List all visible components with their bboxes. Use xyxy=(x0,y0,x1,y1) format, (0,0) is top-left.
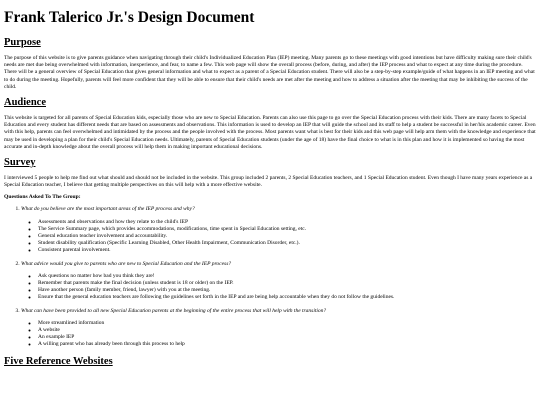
answer-item: ◦ Ask questions no matter how bad you think they are! xyxy=(38,273,536,280)
survey-text: I interviewed 5 people to help me find out what should and should not be included in the website. This group included 2 parents, 2 Special Education teachers, and 1 Special Education student. Even though I have many years experience as a Special Education teacher, I believe that getting multiple perspectives on this will help with a more effective website. xyxy=(4,175,533,189)
answer-item: ◦ Student disability qualification (Specific Learning Disabled, Other Health Impairment, Communication Disorder, etc.). xyxy=(38,240,536,247)
answer-item: ◦ An example IEP xyxy=(38,334,536,341)
audience-heading: Audience xyxy=(4,97,46,109)
question-text: 3. What can have been provided to all new Special Education parents at the beginning of the entire process that will help with the transition? xyxy=(21,307,327,314)
question-item xyxy=(21,206,536,254)
answer-list xyxy=(21,219,536,255)
answer-item: ◦ Assessments and observations and how they relate to the child's IEP xyxy=(38,219,536,226)
answer-item: ◦ Consistent parental involvement. xyxy=(38,247,536,254)
audience-section xyxy=(4,96,536,151)
answer-list xyxy=(21,273,536,302)
answer-item: ◦ A website xyxy=(38,327,536,334)
answer-item: ◦ More streamlined information xyxy=(38,320,536,327)
audience-text: This website is targeted for all parents of Special Education kids, especially those who are new to Special Education. Parents can also use this page to go over the Special Education process with their kids. There are many facets to Special Education and every student has different needs that are based on assessments and observations. This information is used to develop an IEP that will guide the school and its staff to help a student be successful in her/his academic career. Even with this help, parents can feel overwhelmed and intimidated by the process and the people involved with the process. Most parents want what is best for their kids and this web page will help arm them with the knowledge and experience that may be used in developing a plan for their child's Special Education needs. Ultimately, parents of Special Education students (under the age of 18) have the final choice to what is in this plan and how it is implemented so having the most accurate and in-depth knowledge about the overall process will help them in making important educational decisions. xyxy=(4,115,536,150)
purpose-text: The purpose of this website is to give parents guidance when navigating through their child's Individualized Education Plan (IEP) meeting. Many parents go to these meetings with good intentions but have difficulty making sure their child's needs are met due being overwhelmed with information, inexperience, and fear, to name a few. This web page will show the overall process (before, during, and after) the IEP process and what to expect at any time during the procedure. There will be a general overview of Special Education that gives general information and what to expect as a parent of a Special Education student. There will also be a step-by-step example/guide of what happens in an IEP meeting and what to do during the meeting. Hopefully, parents will feel more confident that they will be able to ensure that their child's needs are met after the meeting and how to address a situation after the meeting that may be inhibiting the success of the child. xyxy=(4,55,535,90)
answer-item: ◦ A willing parent who has already been through this process to help xyxy=(38,341,536,348)
references-heading: Five Reference Websites xyxy=(4,355,113,367)
answer-item: ◦ General education teacher involvement and accountability. xyxy=(38,233,536,240)
answer-item: ◦ Remember that parents make the final decision (unless student is 18 or older) on the IEP. xyxy=(38,280,536,287)
question-text: 2. What advice would you give to parents who are new to Special Education and the IEP process? xyxy=(21,260,232,267)
purpose-section xyxy=(4,36,536,91)
page-title: Frank Talerico Jr.'s Design Document xyxy=(4,9,255,26)
survey-heading: Survey xyxy=(4,157,36,169)
question-item xyxy=(21,308,536,349)
survey-section xyxy=(4,156,536,349)
answer-item: ◦ Have another person (family member, friend, lawyer) with you at the meeting. xyxy=(38,287,536,294)
purpose-heading: Purpose xyxy=(4,37,41,48)
references-section xyxy=(4,355,536,368)
answer-item: ◦ The Service Summary page, which provides accommodations, modifications, time spent in Special Education setting, etc. xyxy=(38,226,536,233)
answer-item: ◦ Ensure that the general education teachers are following the guidelines set forth in the IEP and are being help accountable when they do not follow the guidelines. xyxy=(38,294,536,301)
questions-list xyxy=(4,206,536,348)
questions-title: Questions Asked To The Group: xyxy=(4,194,81,201)
question-item xyxy=(21,261,536,302)
question-text: 1. What do you believe are the most important areas of the IEP process and why? xyxy=(21,206,195,213)
answer-list xyxy=(21,320,536,349)
